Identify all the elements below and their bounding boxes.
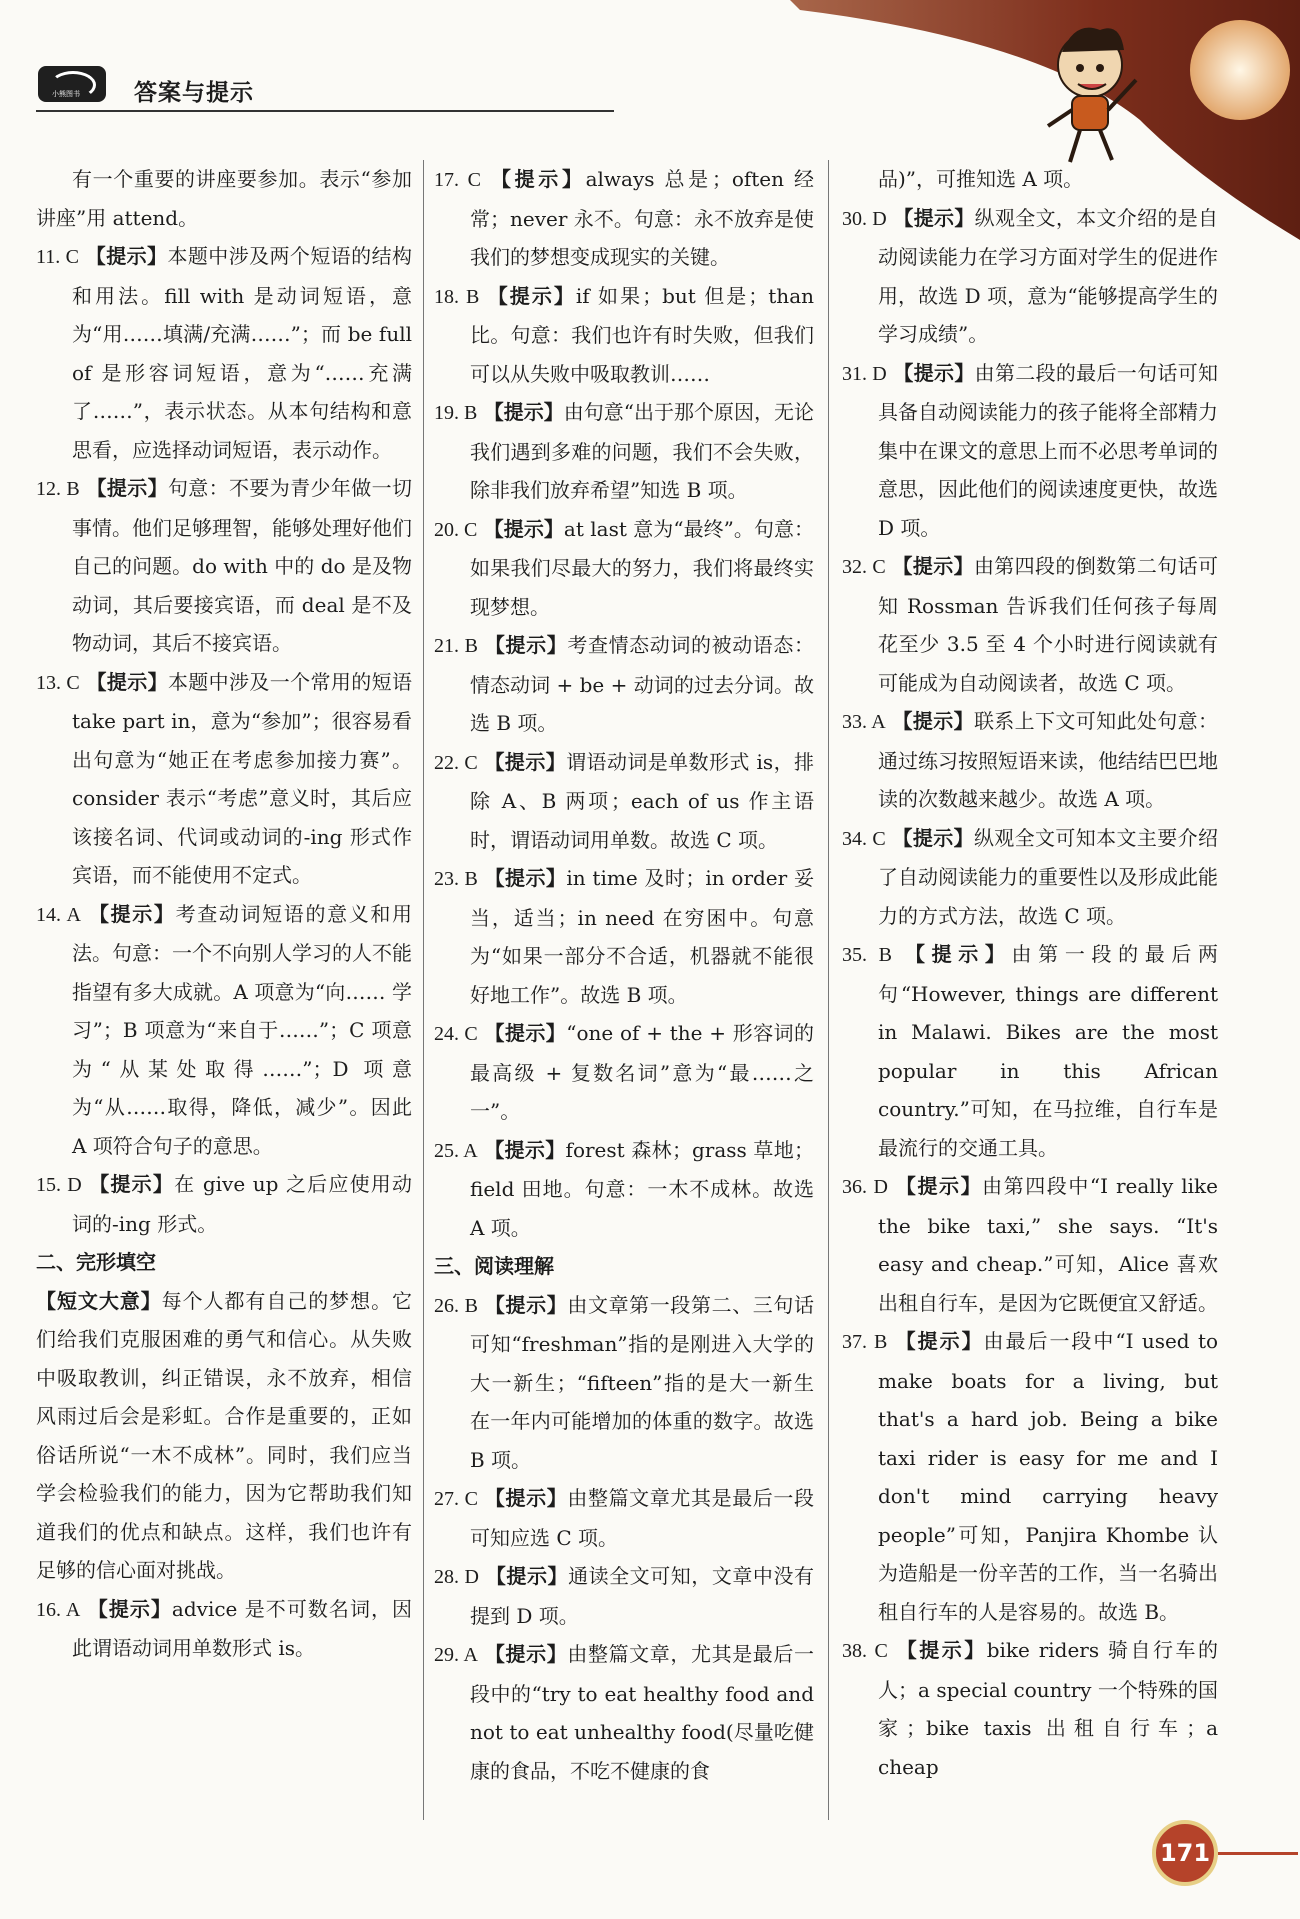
answer-item: 28. D 【提示】通读全文可知，文章中没有提到 D 项。	[434, 1564, 815, 1628]
answer-item: 26. B 【提示】由文章第一段第二、三句话可知“freshman”指的是刚进入大学的大一新生；“fifteen”指的是大一新生在一年内可能增加的体重的数字。故选 B 项。	[434, 1292, 815, 1472]
answer-item: 11. C 【提示】本题中涉及两个短语的结构和用法。fill with 是动词短语，意为“用……填满/充满……”；而 be full of 是形容词短语，意为“……充满了……”，表示状态。从本句结构和意思看，应选择动词短语，表示动作。	[36, 244, 413, 462]
answer-item: 33. A 【提示】联系上下文可知此处句意：通过练习按照短语来读，他结结巴巴地读的次数越来越少。故选 A 项。	[842, 709, 1219, 811]
passage-summary: 【短文大意】每个人都有自己的梦想。它们给我们克服困难的勇气和信心。从失败中吸取教训，纠正错误，永不放弃，相信风雨过后会是彩虹。合作是重要的，正如俗话所说“一木不成林”。同时，我们应当学会检验我们的能力，因为它帮助我们知道我们的优点和缺点。这样，我们也许有足够的信心面对挑战。	[36, 1288, 413, 1582]
column-divider-2	[828, 160, 829, 1820]
page-number-badge: 171	[1152, 1820, 1218, 1886]
logo-label: 小熊图书	[52, 90, 80, 98]
section-heading-reading: 三、阅读理解	[434, 1254, 554, 1278]
answer-item: 20. C 【提示】at last 意为“最终”。句意：如果我们尽最大的努力，我们将最终实现梦想。	[434, 516, 815, 619]
answer-item: 27. C 【提示】由整篇文章尤其是最后一段可知应选 C 项。	[434, 1486, 815, 1550]
answer-item: 18. B 【提示】if 如果；but 但是；than 比。句意：我们也许有时失败，但我们可以从失败中吸取教训……	[434, 283, 814, 386]
answer-item: 15. D 【提示】在 give up 之后应使用动词的-ing 形式。	[36, 1172, 413, 1236]
publisher-logo	[38, 66, 106, 102]
answer-item: 21. B 【提示】考查情态动词的被动语态：情态动词 + be + 动词的过去分词。故选 B 项。	[434, 633, 815, 735]
answer-item: 17. C 【提示】always 总是；often 经常；never 永不。句意：永不放弃是使我们的梦想变成现实的关键。	[434, 167, 815, 269]
answer-item: 24. C 【提示】“one of + the + 形容词的最高级 + 复数名词”意为“最……之一”。	[434, 1021, 815, 1123]
answer-item: 16. A 【提示】advice 是不可数名词，因此谓语动词用单数形式 is。	[36, 1596, 413, 1660]
answer-item: 12. B 【提示】句意：不要为青少年做一切事情。他们足够理智，能够处理好他们自己的问题。do with 中的 do 是及物动词，其后要接宾语，而 deal 是不及物动词，其后不接宾语。	[36, 476, 413, 655]
answer-item: 38. C 【提示】bike riders 骑自行车的人；a special country 一个特殊的国家；bike taxis 出租自行车；a cheap	[842, 1638, 1218, 1779]
answer-item: 30. D 【提示】纵观全文，本文介绍的是自动阅读能力在学习方面对学生的促进作用，故选 D 项，意为“能够提高学生的学习成绩”。	[842, 205, 1219, 346]
sun-glow	[1190, 20, 1290, 120]
column-2	[434, 160, 814, 1790]
answer-item: 35. B 【提示】由第一段的最后两句“However, things are different in Malawi. Bikes are the most popular in this African country.”可知，在马拉维，自行车是最流行的交通工具。	[842, 942, 1219, 1160]
answer-item: 34. C 【提示】纵观全文可知本文主要介绍了自动阅读能力的重要性以及形成此能力的方式方法，故选 C 项。	[842, 825, 1219, 928]
answer-item: 32. C 【提示】由第四段的倒数第二句话可知 Rossman 告诉我们任何孩子每周花至少 3.5 至 4 个小时进行阅读就有可能成为自动阅读者，故选 C 项。	[842, 554, 1219, 695]
continued-text: 品)”，可推知选 A 项。	[878, 167, 1084, 191]
answer-item: 13. C 【提示】本题中涉及一个常用的短语 take part in，意为“参加”；很容易看出句意为“她正在考虑参加接力赛”。consider 表示“考虑”意义时，其后应该接名词、代词或动词的-ing 形式作宾语，而不能使用不定式。	[36, 669, 413, 887]
continued-text: 有一个重要的讲座要参加。表示“参加讲座”用 attend。	[36, 167, 412, 230]
header-rule	[36, 110, 614, 112]
answer-item: 37. B 【提示】由最后一段中“I used to make boats for a living, but that's a hard job. Being a bike taxi rider is easy for me and I don't mind carrying heavy people”可知，Panjira Khombe 认为造船是一份辛苦的工作，当一名骑出租自行车的人是容易的。故选 B。	[842, 1329, 1219, 1624]
answer-item: 23. B 【提示】in time 及时；in order 妥当，适当；in need 在穷困中。句意为“如果一部分不合适，机器就不能很好地工作”。故选 B 项。	[434, 866, 814, 1007]
column-3	[842, 160, 1218, 1786]
answer-item: 19. B 【提示】由句意“出于那个原因，无论我们遇到多难的问题，我们不会失败，除非我们放弃希望”知选 B 项。	[434, 400, 815, 502]
footer-rule	[1218, 1852, 1298, 1855]
column-1	[36, 160, 412, 1668]
page-title: 答案与提示	[134, 80, 254, 106]
answer-item: 25. A 【提示】forest 森林；grass 草地；field 田地。句意：一木不成林。故选 A 项。	[434, 1137, 815, 1240]
column-divider-1	[423, 160, 424, 1820]
answer-item: 31. D 【提示】由第二段的最后一句话可知具备自动阅读能力的孩子能将全部精力集中在课文的意思上而不必思考单词的意思，因此他们的阅读速度更快，故选 D 项。	[842, 360, 1219, 540]
answer-item: 14. A 【提示】考查动词短语的意义和用法。句意：一个不向别人学习的人不能指望有多大成就。A 项意为“向…… 学习”；B 项意为“来自于……”；C 项意为“从某处取得……”；D 项意为“从……取得，降低，减少”。因此 A 项符合句子的意思。	[36, 901, 413, 1158]
answer-item: 29. A 【提示】由整篇文章，尤其是最后一段中的“try to eat healthy food and not to eat unhealthy food(尽量吃健康的食品，不吃不健康的食	[434, 1642, 815, 1783]
section-heading-cloze: 二、完形填空	[36, 1250, 156, 1274]
answer-item: 22. C 【提示】谓语动词是单数形式 is，排除 A、B 两项；each of us 作主语时，谓语动词用单数。故选 C 项。	[434, 749, 815, 852]
answer-item: 36. D 【提示】由第四段中“I really like the bike taxi,” she says. “It's easy and cheap.”可知，Alice 喜欢出租自行车，是因为它既便宜又舒适。	[842, 1174, 1219, 1315]
